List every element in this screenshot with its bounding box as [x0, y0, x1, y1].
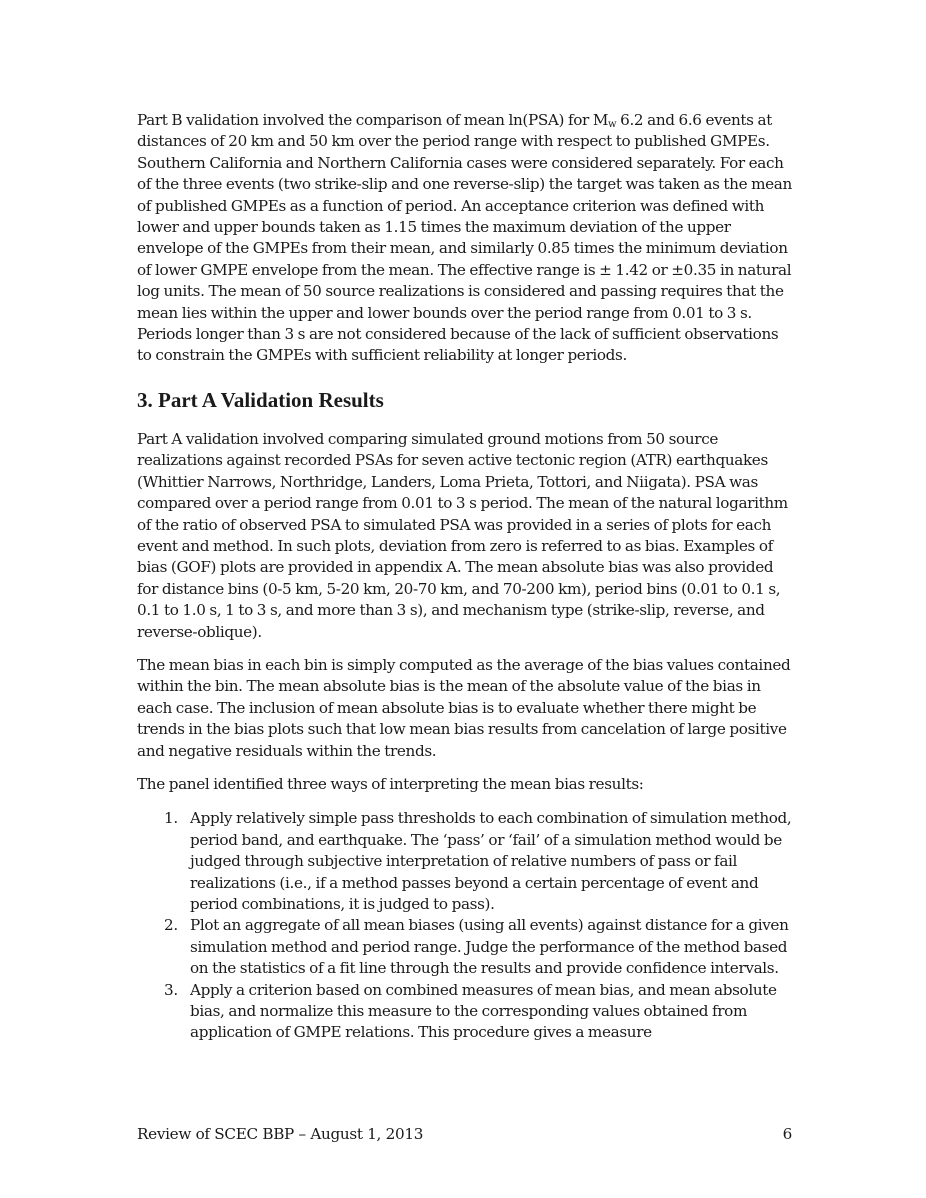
paragraph-text: Part B validation involved the comparison of mean ln(PSA) for M — [137, 111, 609, 129]
section-heading: 3. Part A Validation Results — [137, 387, 384, 412]
list-item-text: Apply relatively simple pass thresholds to each combination of simulation method, period band, and earthquake. The ‘pass’ or ‘fail’ of a simulation method would be judged through subjective interpretation of relative numbers of pass or fail realizations (i.e., if a method passes beyond a certain percentage of event and period combinations, it is judged to pass). — [190, 809, 792, 913]
list-item — [137, 915, 792, 979]
list-item-number: 3. — [164, 980, 178, 999]
paragraph-part-b-validation — [137, 110, 792, 367]
list-item — [137, 808, 792, 915]
subscript-w: w — [608, 119, 617, 130]
paragraph-mean-bias: The mean bias in each bin is simply computed as the average of the bias values contained within the bin. The mean absolute bias is the mean of the absolute value of the bias in each case. The inclusion of mean absolute bias is to evaluate whether there might be trends in the bias plots such that low mean bias results from cancelation of large positive and negative residuals within the trends. — [137, 655, 791, 760]
list-item-number: 2. — [164, 916, 178, 935]
list-item-text: Apply a criterion based on combined measures of mean bias, and mean absolute bias, and normalize this measure to the corresponding values obtained from application of GMPE relations. This procedure gives a measure — [190, 980, 777, 1042]
list-item-text: Plot an aggregate of all mean biases (using all events) against distance for a given simulation method and period range. Judge the performance of the method based on the statistics of a fit line through the results and provide confidence intervals. — [190, 916, 789, 978]
footer-title: Review of SCEC BBP – August 1, 2013 — [137, 1125, 424, 1143]
interpretation-list — [137, 808, 792, 1043]
page-number: 6 — [782, 1125, 792, 1143]
list-item-number: 1. — [164, 809, 178, 828]
page-footer — [137, 1124, 792, 1144]
paragraph-part-a-intro: Part A validation involved comparing simulated ground motions from 50 source realizations against recorded PSAs for seven active tectonic region (ATR) earthquakes (Whittier Narrows, Northridge, Landers, Loma Prieta, Tottori, and Niigata). PSA was compared over a period range from 0.01 to 3 s period. The mean of the natural logarithm of the ratio of observed PSA to simulated PSA was provided in a series of plots for each event and method. In such plots, deviation from zero is referred to as bias. Examples of bias (GOF) plots are provided in appendix A. The mean absolute bias was also provided for distance bins (0-5 km, 5-20 km, 20-70 km, and 70-200 km), period bins (0.01 to 0.1 s, 0.1 to 1.0 s, 1 to 3 s, and more than 3 s), and mechanism type (strike-slip, reverse, and reverse-oblique). — [137, 429, 788, 641]
paragraph-text: 6.2 and 6.6 events at distances of 20 km and 50 km over the period range with respect to published GMPEs. Southern California and Northern California cases were considered separately. For each of the three events (two strike-slip and one reverse-slip) the target was taken as the mean of published GMPEs as a function of period. An acceptance criterion was defined with lower and upper bounds taken as 1.15 times the maximum deviation of the upper envelope of the GMPEs from their mean, and similarly 0.85 times the minimum deviation of lower GMPE envelope from the mean. The effective range is ± 1.42 or ±0.35 in natural log units. The mean of 50 source realizations is considered and passing requires that the mean lies within the upper and lower bounds over the period range from 0.01 to 3 s. Periods longer than 3 s are not considered because of the lack of sufficient observations to constrain the GMPEs with sufficient reliability at longer periods. — [137, 111, 792, 365]
list-item — [137, 980, 792, 1044]
paragraph-panel-intro: The panel identified three ways of interpreting the mean bias results: — [137, 774, 644, 793]
document-page — [137, 110, 792, 1044]
